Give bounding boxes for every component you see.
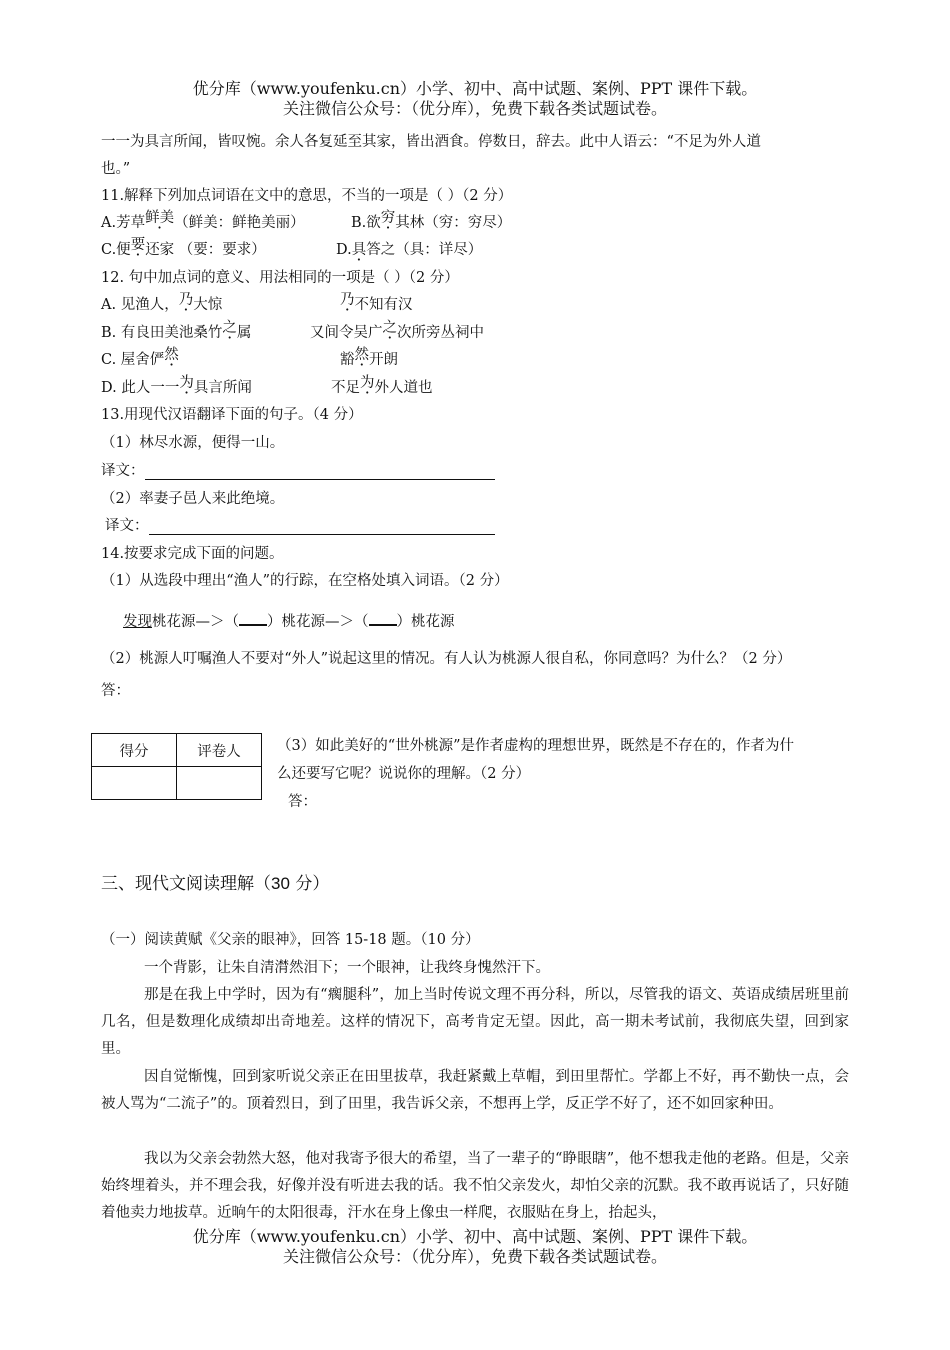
option-text: 又间令吴广 (310, 325, 383, 341)
dotted-word: 乃 (340, 292, 355, 308)
option-text: A.芳草 (101, 215, 146, 231)
option-text: B.欲 (351, 215, 381, 231)
translation-row-2 (105, 514, 495, 535)
option-text: B. 有良田美池桑竹 (101, 325, 223, 341)
reading-1-instruction: （一）阅读黄赋《父亲的眼神》，回答 15-18 题。（10 分） (101, 932, 480, 948)
option-text: 具言所闻 (193, 380, 252, 396)
section-score: 30 (271, 874, 290, 893)
page-footer-line-2: 关注微信公众号：（优分库），免费下载各类试题试卷。 (282, 1247, 667, 1266)
option-text: （鲜美：鲜艳美丽） (174, 215, 305, 231)
option-text: 次所旁丛祠中 (397, 325, 484, 341)
dotted-word: 之 (222, 320, 237, 336)
page-header-line-2: 关注微信公众号：（优分库），免费下载各类试题试卷。 (282, 99, 667, 118)
section-title-text: 分） (289, 874, 330, 894)
option-text: 开朗 (369, 352, 398, 368)
question-11-stem: 11.解释下列加点词语在文中的意思，不当的一项是（ ）（2 分） (101, 188, 513, 204)
question-14-part-3-line-2: 么还要写它呢？说说你的理解。（2 分） (277, 766, 531, 782)
dotted-word: 鲜美 (145, 210, 175, 226)
question-12-option-d-left (101, 376, 252, 397)
score-header: 得分 (92, 734, 177, 767)
route-blank-1[interactable] (239, 612, 267, 626)
score-table (91, 733, 262, 800)
question-11-option-c (101, 238, 266, 259)
option-text: 其林（穷：穷尽） (395, 215, 512, 231)
question-12-option-a-right (340, 293, 413, 314)
dotted-word: 为 (360, 375, 375, 391)
question-14-part-2: （2）桃源人叮嘱渔人不要对“外人”说起这里的情况。有人认为桃源人很自私，你同意吗？为什么？（2 分） (101, 651, 792, 667)
passage-line-2: 也。” (101, 161, 131, 177)
option-text: 不知有汉 (354, 297, 413, 313)
dotted-word: 穷 (380, 210, 396, 226)
translation-row-1 (101, 459, 495, 480)
question-13-sentence-1: （1）林尽水源，便得一山。 (101, 435, 285, 451)
question-14-part-1: （1）从选段中理出“渔人”的行踪，在空格处填入词语。（2 分） (101, 573, 509, 589)
reading-paragraph-1: 一个背影，让朱自清潸然泪下；一个眼神，让我终身愧然汗下。 (144, 960, 550, 976)
dotted-word: 然 (354, 347, 369, 363)
option-text: 外人道也 (374, 380, 433, 396)
page-footer-line-1: 优分库（www.youfenku.cn）小学、初中、高中试题、案例、PPT 课件下载。 (0, 1224, 950, 1247)
question-13-sentence-2: （2）率妻子邑人来此绝境。 (101, 491, 285, 507)
question-12-option-b-right (310, 321, 484, 342)
question-12-option-c-right (340, 348, 398, 369)
route-text: 桃花源—＞（ (152, 614, 239, 630)
question-11-option-a (101, 211, 305, 232)
option-text: 还家 （要：要求） (145, 242, 266, 258)
dotted-word: 乃 (178, 292, 194, 308)
option-text: C. 屋舍俨 (101, 352, 165, 368)
option-text: A. 见渔人， (101, 297, 179, 313)
question-11-option-d (336, 238, 482, 259)
dotted-word: 具 (351, 242, 367, 258)
section-3-title (101, 869, 329, 894)
grader-cell[interactable] (177, 767, 262, 800)
dotted-word: 之 (382, 320, 397, 336)
option-text: 豁 (340, 352, 355, 368)
route-example-word: 发现 (123, 614, 152, 630)
question-12-option-d-right (331, 376, 433, 397)
answer-label-1: 答： (101, 683, 130, 699)
route-blank-2[interactable] (369, 612, 397, 626)
question-12-option-c-left (101, 348, 179, 369)
option-text: 大惊 (193, 297, 223, 313)
question-12-option-b-left (101, 321, 251, 342)
dotted-word: 然 (164, 347, 179, 363)
passage-line-1: 一一为具言所闻，皆叹惋。余人各复延至其家，皆出酒食。停数日，辞去。此中人语云：“不足为外人道 (101, 134, 761, 150)
page-header-line-1: 优分库（www.youfenku.cn）小学、初中、高中试题、案例、PPT 课件下载。 (192, 79, 758, 98)
dotted-word: 要 (130, 237, 146, 253)
translation-answer-line[interactable] (149, 520, 495, 535)
answer-label-2: 答： (288, 794, 317, 810)
translation-label: 译文： (101, 463, 145, 479)
translation-answer-line[interactable] (145, 465, 495, 480)
reading-paragraph-3: 因自觉惭愧，回到家听说父亲正在田里拔草，我赶紧戴上草帽，到田里帮忙。学都上不好，再不勤快一点，会被人骂为“二流子”的。顶着烈日，到了田里，我告诉父亲，不想再上学，反正学不好了，还不如回家种田。 (101, 1069, 849, 1112)
option-text: 属 (236, 325, 252, 341)
grader-header: 评卷人 (177, 734, 262, 767)
dotted-word: 为 (179, 375, 194, 391)
route-text: ）桃花源 (396, 614, 455, 630)
option-text: 答之（具：详尽） (366, 242, 483, 258)
option-text: D. (336, 242, 352, 258)
reading-paragraph-4: 我以为父亲会勃然大怒，他对我寄予很大的希望，当了一辈子的“睁眼瞎”，他不想我走他的老路。但是，父亲始终埋着头，并不理会我，好像并没有听进去我的话。我不怕父亲发火，却怕父亲的沉默。我不敢再说话了，只好随着他卖力地拔草。近晌午的太阳很毒，汗水在身上像虫一样爬，衣服贴在身上，抬起头， (101, 1151, 849, 1221)
score-cell[interactable] (92, 767, 177, 800)
question-12-stem: 12. 句中加点词的意义、用法相同的一项是（ ）（2 分） (101, 270, 459, 286)
route-text: ）桃花源—＞（ (267, 614, 369, 630)
question-12-option-a-left (101, 293, 222, 314)
route-flow (123, 610, 455, 631)
question-13-stem: 13.用现代汉语翻译下面的句子。（4 分） (101, 407, 363, 423)
option-text: 不足 (331, 380, 360, 396)
translation-label: 译文： (105, 518, 149, 534)
section-title-text: 三、现代文阅读理解（ (101, 874, 271, 894)
question-14-stem: 14.按要求完成下面的问题。 (101, 546, 284, 562)
option-text: D. 此人一一 (101, 380, 180, 396)
reading-paragraph-2: 那是在我上中学时，因为有“瘸腿科”，加上当时传说文理不再分科，所以，尽管我的语文、英语成绩居班里前几名，但是数理化成绩却出奇地差。这样的情况下，高考肯定无望。因此，高一期未考试前，我彻底失望，回到家里。 (101, 987, 849, 1057)
question-14-part-3-line-1: （3）如此美好的“世外桃源”是作者虚构的理想世界，既然是不存在的，作者为什 (277, 738, 795, 754)
question-11-option-b (351, 211, 511, 232)
option-text: C.便 (101, 242, 131, 258)
